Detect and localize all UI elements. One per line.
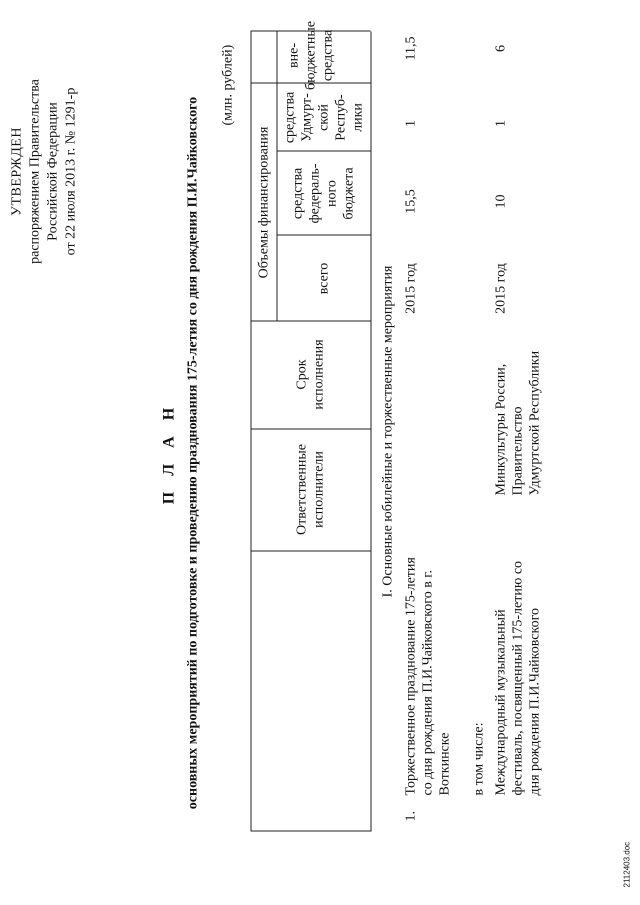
plan-title: П Л А Н [160,401,177,504]
row-term: 2015 год [403,262,418,314]
plan-subtitle: основных мероприятий по подготовке и проведению празднования 175-летия со дня рождения П.И.Чайковского [185,96,200,809]
row-name: Международный музыкальный фестиваль, посвященный 175-летию со дня рождения П.И.Чайковского [493,560,542,795]
row-udmurt: 6 [493,44,508,52]
approval-line-2: распоряжением Правительства [27,78,42,264]
approval-line-4: от 22 июля 2013 г. № 1291-р [63,87,78,255]
approval-line-3: Российской Федерации [45,101,60,241]
header-extra: вне-бюджетные средства [285,20,335,90]
section-title: I. Основные юбилейные и торжественные мероприятия [380,265,395,597]
header-responsible: Ответственные исполнители [294,443,326,535]
col-line-5 [276,150,370,151]
row-federal: 1 [403,119,418,127]
col-line-0 [250,830,370,831]
header-udmurt: средства Удмурт-ской Респуб-лики [281,91,365,143]
col-line-2 [250,428,370,429]
row-total: 15,5 [403,188,418,214]
approval-heading: УТВЕРЖДЕН [9,126,24,216]
header-federal: средства федераль-ного бюджета [290,163,356,223]
row-term: 2015 год [493,262,508,314]
file-footer: 2112403.doc [622,841,631,887]
row-total: 10 [493,194,508,208]
row-name: Торжественное празднование 175-летия со дня рождения П.И.Чайковского в г. Воткинске [403,556,452,795]
col-line-1 [250,550,370,551]
table-header [250,20,370,831]
units-label: (млн. рублей) [220,44,235,125]
row-number: 1. [403,810,418,821]
header-funding: Объемы финансирования [255,126,271,278]
row-responsible: Минкультуры России, Правительство Удмуртской Республики [493,350,542,495]
header-total: всего [315,262,331,294]
approval-stamp [8,31,80,311]
row-federal: 1 [493,119,508,127]
header-term: Срок исполнения [294,338,326,410]
row-udmurt: 11,5 [403,36,418,60]
col-line-4 [276,234,370,235]
row-name: в том числе: [471,722,486,795]
